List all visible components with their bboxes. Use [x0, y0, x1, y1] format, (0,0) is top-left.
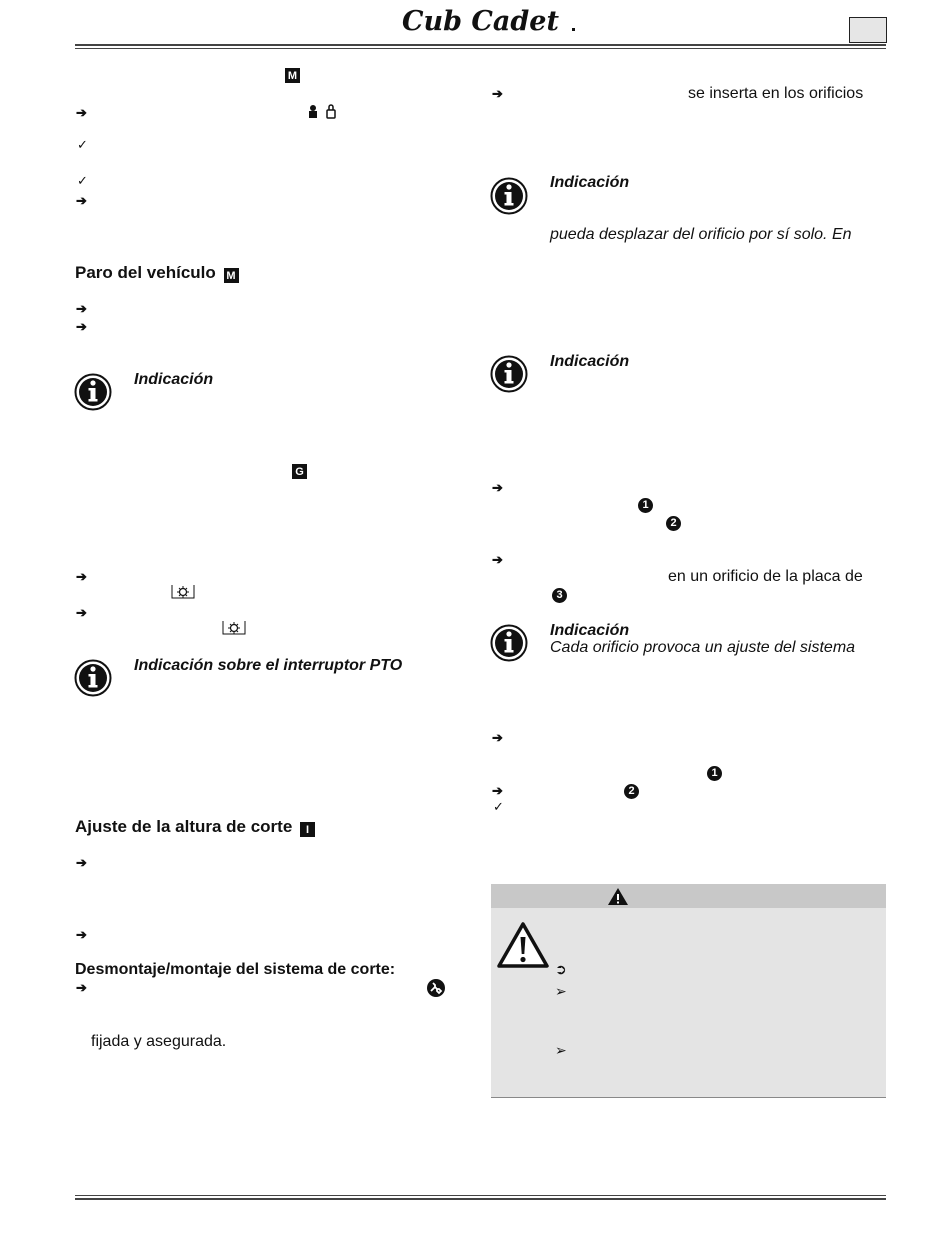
heading-ajuste	[75, 817, 315, 837]
check-bullet: ✓	[77, 137, 88, 152]
text-fijada: fijada y asegurada.	[91, 1033, 227, 1050]
brand-logo-text: Cub Cadet	[402, 6, 559, 37]
text-inserta: se inserta en los orificios	[688, 85, 864, 102]
badge-i: I	[300, 822, 315, 837]
number-1-marker: 1	[638, 498, 653, 513]
footer-rule-thick	[75, 1198, 886, 1200]
arrow-bullet: ➔	[492, 783, 503, 798]
number-2-marker: 2	[624, 784, 639, 799]
heading-paro-text: Paro del vehículo	[75, 263, 216, 282]
badge-m: M	[285, 68, 300, 83]
arrow-bullet: ➔	[76, 980, 87, 995]
note-text: pueda desplazar del orificio por sí solo. En	[550, 226, 852, 243]
arrow-bullet: ➔	[76, 605, 87, 620]
arrow-bullet: ➔	[76, 569, 87, 584]
page-number-box	[849, 17, 887, 43]
arrow-bullet: ➔	[76, 927, 87, 942]
subheading-desmontaje: Desmontaje/montaje del sistema de corte:	[75, 961, 396, 978]
arrow-bullet: ➔	[76, 855, 87, 870]
arrow-bullet: ➔	[492, 552, 503, 567]
arrow-bullet: ➔	[76, 319, 87, 334]
footer-rule-thin	[75, 1195, 886, 1196]
number-1-marker: 1	[707, 766, 722, 781]
info-icon	[490, 624, 528, 667]
note-text: Cada orificio provoca un ajuste del sistema	[550, 639, 856, 656]
heading-paro	[75, 263, 239, 283]
warning-triangle-icon	[496, 921, 550, 969]
arrow-bullet: ➔	[492, 86, 503, 101]
header-rule-thick	[75, 44, 886, 46]
arrow-bullet: ➔	[492, 730, 503, 745]
person-lock-icon	[306, 104, 340, 120]
note-title: Indicación	[550, 622, 630, 639]
check-bullet: ✓	[493, 799, 504, 814]
arrow-bullet: ➔	[76, 301, 87, 316]
badge-m: M	[224, 268, 239, 283]
warning-header-icon	[607, 887, 629, 906]
info-icon	[490, 177, 528, 220]
brand-logo	[400, 4, 580, 40]
check-bullet: ✓	[77, 173, 88, 188]
warning-box-bottom-rule	[491, 1097, 886, 1098]
badge-g: G	[292, 464, 307, 479]
header-rule-thin	[75, 48, 886, 49]
info-icon	[490, 355, 528, 398]
arrow-bullet: ➔	[76, 105, 87, 120]
pto-icon	[171, 584, 195, 600]
number-2-marker: 2	[666, 516, 681, 531]
heading-ajuste-text: Ajuste de la altura de corte	[75, 817, 293, 836]
note-title: Indicación	[550, 353, 630, 370]
pto-icon	[222, 620, 246, 636]
triangle-arrow-bullet: ➢	[555, 983, 567, 999]
note-title: Indicación	[134, 371, 214, 388]
warning-box	[491, 884, 886, 1098]
warning-header	[491, 884, 886, 908]
arrow-bullet: ➔	[492, 480, 503, 495]
note-title: Indicación sobre el interruptor PTO	[134, 657, 403, 674]
info-icon	[74, 659, 112, 702]
note-title: Indicación	[550, 174, 630, 191]
number-3-marker: 3	[552, 588, 567, 603]
triangle-arrow-bullet: ➢	[555, 1042, 567, 1058]
wrench-icon	[426, 978, 446, 998]
circle-arrow-bullet: ➲	[555, 961, 567, 977]
arrow-bullet: ➔	[76, 193, 87, 208]
info-icon	[74, 373, 112, 416]
text-orificio: en un orificio de la placa de	[668, 568, 863, 585]
